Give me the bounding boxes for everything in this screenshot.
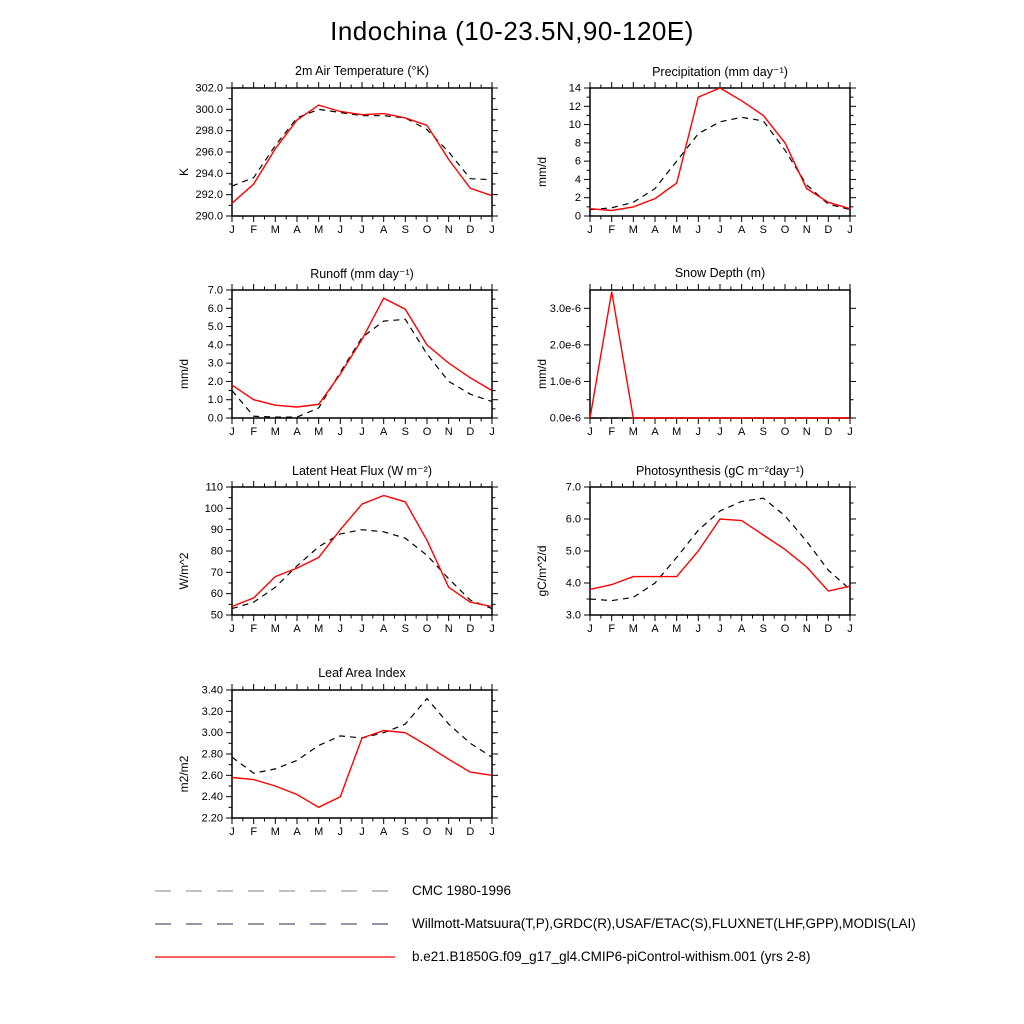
svg-text:J: J [489,426,495,438]
svg-text:302.0: 302.0 [195,82,223,95]
svg-text:N: N [444,826,453,838]
page-title: Indochina (10-23.5N,90-120E) [330,16,694,46]
panel-latent-heat-flux [170,461,502,647]
svg-text:M: M [672,426,682,438]
svg-text:A: A [293,426,301,438]
panel-photosynthesis [528,461,860,647]
svg-text:A: A [293,623,301,635]
panel-title-leaf-area-index: Leaf Area Index [318,666,406,680]
svg-text:J: J [489,224,495,236]
svg-text:D: D [466,224,475,236]
legend-label-obs: Willmott-Matsuura(T,P),GRDC(R),USAF/ETAC(S),FLUXNET(LHF,GPP),MODIS(LAI) [412,916,916,931]
y-axis-label-runoff: mm/d [177,359,191,389]
leaf-area-index-chart [170,684,502,848]
svg-text:0.0: 0.0 [207,412,223,425]
y-axis-label-precipitation: mm/d [535,157,549,187]
svg-text:A: A [293,826,301,838]
svg-text:J: J [587,426,593,438]
svg-text:F: F [608,224,616,236]
svg-text:6: 6 [574,155,581,168]
svg-text:100: 100 [204,502,223,515]
runoff-chart [170,284,502,448]
svg-text:0: 0 [574,210,581,223]
legend-line-dashed-dark-icon [150,916,400,932]
svg-text:2.0: 2.0 [207,375,223,388]
svg-text:J: J [359,623,365,635]
svg-text:12: 12 [568,100,581,113]
legend-line-solid-red-icon [150,949,400,965]
svg-text:D: D [824,426,833,438]
svg-text:10: 10 [568,119,581,132]
svg-text:A: A [738,623,746,635]
svg-text:J: J [359,224,365,236]
svg-text:J: J [847,623,853,635]
svg-text:8: 8 [574,137,581,150]
svg-text:J: J [717,224,723,236]
svg-text:70: 70 [210,566,223,579]
legend-label-cmc: CMC 1980-1996 [412,883,512,898]
svg-text:M: M [314,826,324,838]
svg-text:7.0: 7.0 [565,481,581,494]
svg-text:J: J [489,623,495,635]
panel-title-photosynthesis: Photosynthesis (gC m⁻²day⁻¹) [635,464,805,478]
svg-text:A: A [293,224,301,236]
svg-text:A: A [380,826,388,838]
svg-text:M: M [314,224,324,236]
svg-text:O: O [780,623,790,635]
svg-text:J: J [337,826,344,838]
svg-text:F: F [250,224,258,236]
svg-text:N: N [802,623,811,635]
y-axis-label-photosynthesis: gC/m^2/d [535,545,549,597]
svg-text:J: J [489,826,495,838]
y-axis-label-air-temperature: K [177,167,191,177]
svg-text:6.0: 6.0 [207,302,223,315]
svg-text:1.0: 1.0 [207,394,223,407]
svg-text:4: 4 [574,173,581,186]
legend-item-obs [150,907,916,940]
svg-text:292.0: 292.0 [195,189,223,202]
svg-text:3.00: 3.00 [201,727,223,740]
svg-text:M: M [270,826,280,838]
precipitation-chart [528,82,860,246]
svg-text:D: D [466,826,475,838]
svg-text:J: J [229,426,235,438]
panel-title-air-temperature: 2m Air Temperature (°K) [295,64,429,78]
svg-text:1.0e-6: 1.0e-6 [549,375,581,388]
legend-label-model: b.e21.B1850G.f09_g17_gl4.CMIP6-piControl-withism.001 (yrs 2-8) [412,949,811,964]
svg-text:3.40: 3.40 [201,684,223,697]
svg-text:J: J [337,623,344,635]
svg-text:M: M [270,426,280,438]
svg-text:3.20: 3.20 [201,705,223,718]
svg-text:J: J [229,623,235,635]
svg-text:J: J [587,224,593,236]
y-axis-label-latent-heat-flux: W/m^2 [177,552,191,590]
svg-text:M: M [314,426,324,438]
svg-text:O: O [780,426,790,438]
svg-text:O: O [422,826,432,838]
svg-text:N: N [444,426,453,438]
svg-text:F: F [250,426,258,438]
svg-text:J: J [337,224,344,236]
svg-text:2.20: 2.20 [201,812,223,825]
svg-text:298.0: 298.0 [195,125,223,138]
svg-text:D: D [824,224,833,236]
svg-text:A: A [738,426,746,438]
svg-text:M: M [628,224,638,236]
svg-text:J: J [229,224,235,236]
svg-text:J: J [695,426,702,438]
svg-text:O: O [422,623,432,635]
svg-text:J: J [337,426,344,438]
svg-text:S: S [759,224,767,236]
svg-text:M: M [314,623,324,635]
svg-text:290.0: 290.0 [195,210,223,223]
y-axis-label-leaf-area-index: m2/m2 [177,755,191,793]
svg-text:J: J [359,826,365,838]
svg-text:S: S [401,426,409,438]
y-axis-label-snow-depth: mm/d [535,359,549,389]
svg-text:J: J [847,426,853,438]
svg-text:M: M [270,623,280,635]
panel-title-runoff: Runoff (mm day⁻¹) [310,267,414,281]
svg-text:F: F [608,623,616,635]
svg-text:A: A [380,224,388,236]
svg-text:110: 110 [205,481,223,494]
svg-text:N: N [444,623,453,635]
svg-text:D: D [466,623,475,635]
svg-text:6.0: 6.0 [565,513,581,526]
svg-text:2.0e-6: 2.0e-6 [549,339,581,352]
svg-text:80: 80 [210,545,223,558]
svg-text:S: S [759,426,767,438]
svg-text:5.0: 5.0 [207,321,223,334]
svg-text:N: N [802,224,811,236]
svg-text:2.40: 2.40 [201,791,223,804]
svg-text:2: 2 [574,192,581,205]
svg-text:M: M [672,224,682,236]
panel-title-snow-depth: Snow Depth (m) [674,266,766,280]
svg-text:O: O [422,426,432,438]
svg-text:14: 14 [568,82,581,95]
svg-text:90: 90 [210,524,223,537]
air-temperature-chart [170,82,502,246]
svg-text:D: D [824,623,833,635]
svg-text:S: S [401,623,409,635]
svg-text:F: F [250,826,258,838]
svg-text:J: J [695,224,702,236]
svg-text:O: O [422,224,432,236]
svg-text:J: J [229,826,235,838]
panel-runoff [170,264,502,450]
svg-text:5.0: 5.0 [565,545,581,558]
svg-text:F: F [608,426,616,438]
svg-text:3.0: 3.0 [207,357,223,370]
svg-text:0.0e-6: 0.0e-6 [549,412,581,425]
svg-text:N: N [802,426,811,438]
panel-title-latent-heat-flux: Latent Heat Flux (W m⁻²) [292,464,432,478]
latent-heat-flux-chart [170,481,502,645]
panel-precipitation [528,62,860,248]
legend [150,874,916,973]
svg-text:50: 50 [210,609,223,622]
legend-item-model [150,940,916,973]
panel-snow-depth [528,264,860,450]
svg-text:A: A [380,426,388,438]
svg-text:S: S [401,224,409,236]
svg-text:D: D [466,426,475,438]
svg-text:A: A [651,224,659,236]
panel-title-precipitation: Precipitation (mm day⁻¹) [652,65,788,79]
svg-text:S: S [759,623,767,635]
panel-air-temperature [170,62,502,248]
legend-item-cmc [150,874,916,907]
svg-text:O: O [780,224,790,236]
svg-text:F: F [250,623,258,635]
svg-text:J: J [847,224,853,236]
svg-text:4.0: 4.0 [565,577,581,590]
svg-text:M: M [628,623,638,635]
svg-text:296.0: 296.0 [195,146,223,159]
svg-text:M: M [628,426,638,438]
legend-line-dashed-gray-icon [150,883,400,899]
svg-text:J: J [717,623,723,635]
svg-text:7.0: 7.0 [207,284,223,297]
svg-text:300.0: 300.0 [195,103,223,116]
svg-text:A: A [651,426,659,438]
svg-text:J: J [695,623,702,635]
svg-text:A: A [738,224,746,236]
svg-text:4.0: 4.0 [207,339,223,352]
svg-text:M: M [270,224,280,236]
svg-text:2.60: 2.60 [201,769,223,782]
svg-text:J: J [717,426,723,438]
photosynthesis-chart [528,481,860,645]
svg-text:S: S [401,826,409,838]
svg-text:60: 60 [210,588,223,601]
svg-text:A: A [380,623,388,635]
svg-text:3.0: 3.0 [565,609,581,622]
svg-text:3.0e-6: 3.0e-6 [549,302,581,315]
svg-text:2.80: 2.80 [201,748,223,761]
svg-text:M: M [672,623,682,635]
snow-depth-chart [528,284,860,448]
svg-text:J: J [587,623,593,635]
svg-text:A: A [651,623,659,635]
svg-text:J: J [359,426,365,438]
panel-leaf-area-index [170,664,502,850]
svg-text:N: N [444,224,453,236]
svg-text:294.0: 294.0 [195,167,223,180]
